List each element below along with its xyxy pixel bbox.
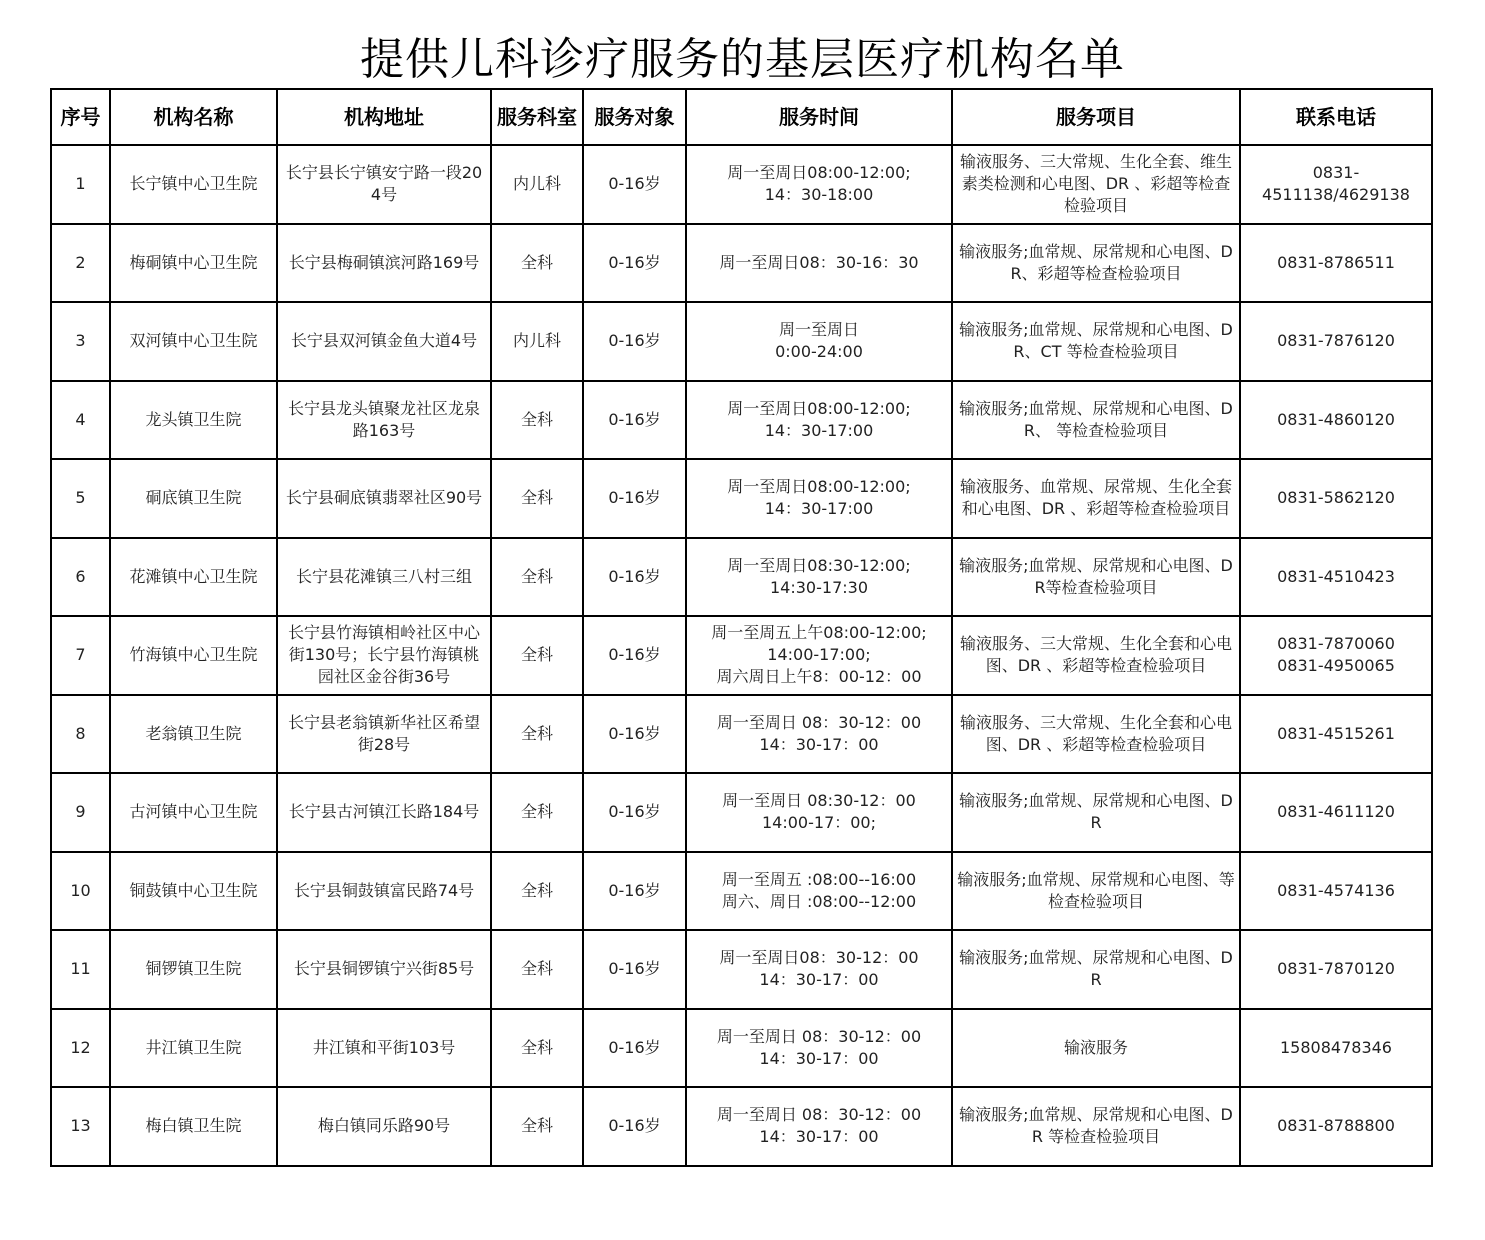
cell-name — [110, 1087, 277, 1166]
cell-address-text: 长宁县龙头镇聚龙社区龙泉路163号 — [287, 398, 480, 440]
cell-no-text: 9 — [75, 802, 86, 822]
cell-phone-text: 0831-4611120 — [1277, 802, 1395, 822]
cell-time-text: 周一至周日 08:30-12：00 14:00-17：00; — [722, 791, 916, 833]
cell-no — [51, 773, 110, 852]
cell-address — [277, 302, 491, 381]
cell-name — [110, 302, 277, 381]
cell-target — [583, 930, 686, 1009]
header-no: 序号 — [51, 89, 110, 145]
cell-phone-text: 0831-8788800 — [1277, 1116, 1395, 1136]
cell-dept-text: 全科 — [520, 488, 553, 508]
cell-items — [952, 302, 1240, 381]
cell-no-text: 5 — [75, 488, 86, 508]
cell-address-text: 长宁县铜锣镇宁兴街85号 — [293, 959, 475, 979]
cell-target — [583, 381, 686, 460]
cell-items-text: 输液服务;血常规、尿常规和心电图、DR、彩超等检查检验项目 — [959, 241, 1233, 283]
cell-address — [277, 459, 491, 538]
cell-target — [583, 1087, 686, 1166]
cell-time — [686, 1087, 952, 1166]
cell-dept — [491, 381, 583, 460]
cell-dept-text: 内儿科 — [512, 174, 561, 194]
cell-phone-text: 0831-4515261 — [1277, 723, 1395, 743]
cell-phone — [1240, 773, 1432, 852]
cell-dept — [491, 695, 583, 774]
cell-phone — [1240, 852, 1432, 931]
cell-no — [51, 616, 110, 695]
header-time: 服务时间 — [686, 89, 952, 145]
cell-dept — [491, 459, 583, 538]
cell-dept — [491, 1009, 583, 1088]
cell-name-text: 竹海镇中心卫生院 — [129, 645, 258, 665]
cell-time-text: 周一至周日08:30-12:00; 14:30-17:30 — [727, 555, 911, 597]
cell-target — [583, 1009, 686, 1088]
cell-address-text: 梅白镇同乐路90号 — [317, 1116, 451, 1136]
header-items: 服务项目 — [952, 89, 1240, 145]
cell-no-text: 3 — [75, 331, 86, 351]
cell-no — [51, 1087, 110, 1166]
cell-target — [583, 616, 686, 695]
institution-table — [50, 88, 1433, 1167]
cell-time-text: 周一至周日08：30-16：30 — [719, 252, 919, 272]
cell-name-text: 长宁镇中心卫生院 — [129, 174, 258, 194]
cell-items — [952, 852, 1240, 931]
cell-address — [277, 695, 491, 774]
cell-dept — [491, 145, 583, 224]
cell-items-text: 输液服务;血常规、尿常规和心电图、等检查检验项目 — [957, 869, 1235, 911]
cell-no-text: 1 — [75, 174, 86, 194]
cell-no — [51, 852, 110, 931]
table-row — [51, 930, 1432, 1009]
cell-time-text: 周一至周日08:00-12:00; 14：30-17:00 — [727, 398, 911, 440]
cell-no-text: 4 — [75, 409, 86, 429]
cell-phone-text: 0831-7876120 — [1277, 331, 1395, 351]
cell-no — [51, 302, 110, 381]
cell-address-text: 长宁县双河镇金鱼大道4号 — [290, 331, 478, 351]
cell-no — [51, 930, 110, 1009]
cell-items — [952, 616, 1240, 695]
cell-target-text: 0-16岁 — [608, 174, 661, 194]
cell-name — [110, 1009, 277, 1088]
table-row — [51, 1009, 1432, 1088]
cell-phone — [1240, 695, 1432, 774]
cell-name-text: 龙头镇卫生院 — [145, 409, 242, 429]
cell-name — [110, 852, 277, 931]
cell-name-text: 硐底镇卫生院 — [145, 488, 242, 508]
cell-phone-text: 15808478346 — [1280, 1037, 1392, 1057]
cell-no — [51, 538, 110, 617]
cell-items-text: 输液服务、血常规、尿常规、生化全套和心电图、DR 、彩超等检查检验项目 — [959, 477, 1232, 519]
cell-target-text: 0-16岁 — [608, 252, 661, 272]
cell-phone-text: 0831- 4511138/4629138 — [1262, 163, 1410, 205]
cell-time — [686, 930, 952, 1009]
cell-items-text: 输液服务 — [1063, 1037, 1128, 1057]
header-phone: 联系电话 — [1240, 89, 1432, 145]
cell-items — [952, 538, 1240, 617]
cell-time — [686, 381, 952, 460]
cell-phone-text: 0831-4510423 — [1277, 566, 1395, 586]
cell-dept-text: 内儿科 — [512, 331, 561, 351]
header-address: 机构地址 — [277, 89, 491, 145]
table-body — [51, 145, 1432, 1166]
cell-address — [277, 224, 491, 303]
cell-items-text: 输液服务、三大常规、生化全套和心电图、DR 、彩超等检查检验项目 — [959, 712, 1232, 754]
cell-address — [277, 852, 491, 931]
cell-address — [277, 538, 491, 617]
cell-phone-text: 0831-7870120 — [1277, 959, 1395, 979]
cell-items — [952, 459, 1240, 538]
cell-name-text: 老翁镇卫生院 — [145, 723, 242, 743]
cell-items — [952, 930, 1240, 1009]
cell-time — [686, 1009, 952, 1088]
cell-dept — [491, 773, 583, 852]
cell-phone-text: 0831-5862120 — [1277, 488, 1395, 508]
cell-dept-text: 全科 — [520, 1116, 553, 1136]
cell-address-text: 长宁县铜鼓镇富民路74号 — [293, 880, 475, 900]
cell-time — [686, 773, 952, 852]
cell-time — [686, 459, 952, 538]
cell-time — [686, 538, 952, 617]
cell-address — [277, 145, 491, 224]
cell-target-text: 0-16岁 — [608, 723, 661, 743]
cell-time — [686, 616, 952, 695]
cell-name — [110, 224, 277, 303]
cell-dept-text: 全科 — [520, 880, 553, 900]
cell-dept-text: 全科 — [520, 566, 553, 586]
cell-dept — [491, 302, 583, 381]
cell-dept-text: 全科 — [520, 252, 553, 272]
cell-time — [686, 695, 952, 774]
cell-target — [583, 224, 686, 303]
cell-time — [686, 302, 952, 381]
cell-no — [51, 145, 110, 224]
cell-dept-text: 全科 — [520, 1037, 553, 1057]
cell-name — [110, 930, 277, 1009]
cell-items — [952, 773, 1240, 852]
cell-target-text: 0-16岁 — [608, 1037, 661, 1057]
cell-no-text: 8 — [75, 723, 86, 743]
cell-phone-text: 0831-4574136 — [1277, 880, 1395, 900]
cell-address-text: 长宁县古河镇江长路184号 — [288, 802, 480, 822]
cell-address-text: 长宁县长宁镇安宁路一段204号 — [285, 163, 483, 205]
cell-target-text: 0-16岁 — [608, 488, 661, 508]
table-row — [51, 773, 1432, 852]
cell-dept — [491, 224, 583, 303]
cell-phone — [1240, 1009, 1432, 1088]
cell-target-text: 0-16岁 — [608, 1116, 661, 1136]
cell-time-text: 周一至周日 08：30-12：00 14：30-17：00 — [716, 1105, 922, 1147]
cell-address-text: 长宁县老翁镇新华社区希望街28号 — [287, 712, 480, 754]
cell-items-text: 输液服务;血常规、尿常规和心电图、DR、 等检查检验项目 — [959, 398, 1233, 440]
cell-items — [952, 224, 1240, 303]
cell-phone-text: 0831-8786511 — [1277, 252, 1395, 272]
cell-items-text: 输液服务;血常规、尿常规和心电图、DR、CT 等检查检验项目 — [959, 320, 1233, 362]
cell-time-text: 周一至周日08：30-12：00 14：30-17：00 — [719, 948, 919, 990]
header-name: 机构名称 — [110, 89, 277, 145]
cell-dept — [491, 930, 583, 1009]
table-row — [51, 459, 1432, 538]
cell-target-text: 0-16岁 — [608, 880, 661, 900]
cell-address — [277, 1087, 491, 1166]
table-row — [51, 145, 1432, 224]
cell-dept-text: 全科 — [520, 723, 553, 743]
header-dept: 服务科室 — [491, 89, 583, 145]
cell-phone — [1240, 302, 1432, 381]
cell-phone — [1240, 930, 1432, 1009]
cell-target — [583, 145, 686, 224]
table-row — [51, 302, 1432, 381]
document-title: 提供儿科诊疗服务的基层医疗机构名单 — [360, 34, 1125, 85]
cell-time-text: 周一至周日 0:00-24:00 — [775, 320, 863, 362]
cell-address — [277, 381, 491, 460]
cell-name — [110, 459, 277, 538]
cell-time — [686, 145, 952, 224]
cell-target-text: 0-16岁 — [608, 959, 661, 979]
cell-name — [110, 695, 277, 774]
cell-phone-text: 0831-7870060 0831-4950065 — [1277, 634, 1395, 676]
cell-address — [277, 930, 491, 1009]
cell-name-text: 古河镇中心卫生院 — [129, 802, 258, 822]
cell-items — [952, 381, 1240, 460]
cell-items-text: 输液服务;血常规、尿常规和心电图、DR — [959, 791, 1233, 833]
cell-dept-text: 全科 — [520, 959, 553, 979]
cell-address — [277, 616, 491, 695]
cell-dept — [491, 852, 583, 931]
cell-time — [686, 224, 952, 303]
cell-items — [952, 145, 1240, 224]
cell-target-text: 0-16岁 — [608, 409, 661, 429]
cell-target — [583, 302, 686, 381]
table-row — [51, 224, 1432, 303]
cell-no — [51, 1009, 110, 1088]
cell-items-text: 输液服务;血常规、尿常规和心电图、DR — [959, 948, 1233, 990]
cell-name-text: 双河镇中心卫生院 — [129, 331, 258, 351]
cell-phone — [1240, 224, 1432, 303]
cell-no-text: 11 — [70, 959, 91, 979]
cell-time-text: 周一至周日 08：30-12：00 14：30-17：00 — [716, 1026, 922, 1068]
cell-name — [110, 616, 277, 695]
cell-items — [952, 695, 1240, 774]
cell-target — [583, 459, 686, 538]
cell-name-text: 井江镇卫生院 — [145, 1037, 242, 1057]
cell-no — [51, 224, 110, 303]
cell-dept — [491, 538, 583, 617]
cell-items-text: 输液服务、三大常规、生化全套、维生素类检测和心电图、DR 、彩超等检查检验项目 — [959, 152, 1232, 216]
cell-phone — [1240, 616, 1432, 695]
cell-name — [110, 381, 277, 460]
cell-time — [686, 852, 952, 931]
table-row — [51, 538, 1432, 617]
cell-dept — [491, 1087, 583, 1166]
cell-target — [583, 773, 686, 852]
cell-target-text: 0-16岁 — [608, 566, 661, 586]
cell-dept-text: 全科 — [520, 409, 553, 429]
cell-no-text: 7 — [75, 645, 86, 665]
cell-name — [110, 145, 277, 224]
cell-items-text: 输液服务;血常规、尿常规和心电图、DR 等检查检验项目 — [959, 1105, 1233, 1147]
cell-phone — [1240, 459, 1432, 538]
cell-address-text: 长宁县梅硐镇滨河路169号 — [288, 252, 480, 272]
cell-target — [583, 695, 686, 774]
cell-target — [583, 538, 686, 617]
cell-no-text: 12 — [70, 1037, 91, 1057]
cell-no — [51, 381, 110, 460]
cell-time-text: 周一至周五 :08:00--16:00 周六、周日 :08:00--12:00 — [721, 869, 917, 911]
table-row — [51, 1087, 1432, 1166]
cell-no-text: 13 — [70, 1116, 91, 1136]
cell-items — [952, 1009, 1240, 1088]
cell-time-text: 周一至周日 08：30-12：00 14：30-17：00 — [716, 712, 922, 754]
table-row — [51, 381, 1432, 460]
cell-no-text: 2 — [75, 252, 86, 272]
cell-address-text: 井江镇和平街103号 — [312, 1037, 456, 1057]
cell-dept-text: 全科 — [520, 645, 553, 665]
cell-address-text: 长宁县竹海镇相岭社区中心街130号；长宁县竹海镇桃园社区金谷街36号 — [287, 623, 480, 687]
cell-time-text: 周一至周日08:00-12:00; 14：30-17:00 — [727, 477, 911, 519]
cell-address — [277, 1009, 491, 1088]
cell-phone — [1240, 1087, 1432, 1166]
cell-name-text: 铜锣镇卫生院 — [145, 959, 242, 979]
cell-target-text: 0-16岁 — [608, 645, 661, 665]
cell-target — [583, 852, 686, 931]
cell-items — [952, 1087, 1240, 1166]
table-row — [51, 616, 1432, 695]
cell-no — [51, 695, 110, 774]
cell-no — [51, 459, 110, 538]
cell-name-text: 花滩镇中心卫生院 — [129, 566, 258, 586]
cell-name — [110, 538, 277, 617]
cell-time-text: 周一至周五上午08:00-12:00; 14:00-17:00; 周六周日上午8：00-12：00 — [711, 623, 927, 687]
table-row — [51, 852, 1432, 931]
cell-no-text: 10 — [70, 880, 91, 900]
cell-name-text: 铜鼓镇中心卫生院 — [129, 880, 258, 900]
cell-no-text: 6 — [75, 566, 86, 586]
cell-phone-text: 0831-4860120 — [1277, 409, 1395, 429]
cell-dept — [491, 616, 583, 695]
cell-target-text: 0-16岁 — [608, 802, 661, 822]
cell-dept-text: 全科 — [520, 802, 553, 822]
header-target: 服务对象 — [583, 89, 686, 145]
cell-name-text: 梅白镇卫生院 — [145, 1116, 242, 1136]
cell-phone — [1240, 145, 1432, 224]
cell-address-text: 长宁县花滩镇三八村三组 — [295, 566, 472, 586]
cell-address — [277, 773, 491, 852]
cell-phone — [1240, 381, 1432, 460]
table-row — [51, 695, 1432, 774]
cell-items-text: 输液服务;血常规、尿常规和心电图、DR等检查检验项目 — [959, 555, 1233, 597]
cell-phone — [1240, 538, 1432, 617]
cell-address-text: 长宁县硐底镇翡翠社区90号 — [285, 488, 483, 508]
cell-name — [110, 773, 277, 852]
cell-items-text: 输液服务、三大常规、生化全套和心电图、DR 、彩超等检查检验项目 — [959, 634, 1232, 676]
cell-name-text: 梅硐镇中心卫生院 — [129, 252, 258, 272]
cell-target-text: 0-16岁 — [608, 331, 661, 351]
header-row — [51, 89, 1432, 145]
cell-time-text: 周一至周日08:00-12:00; 14：30-18:00 — [727, 163, 911, 205]
